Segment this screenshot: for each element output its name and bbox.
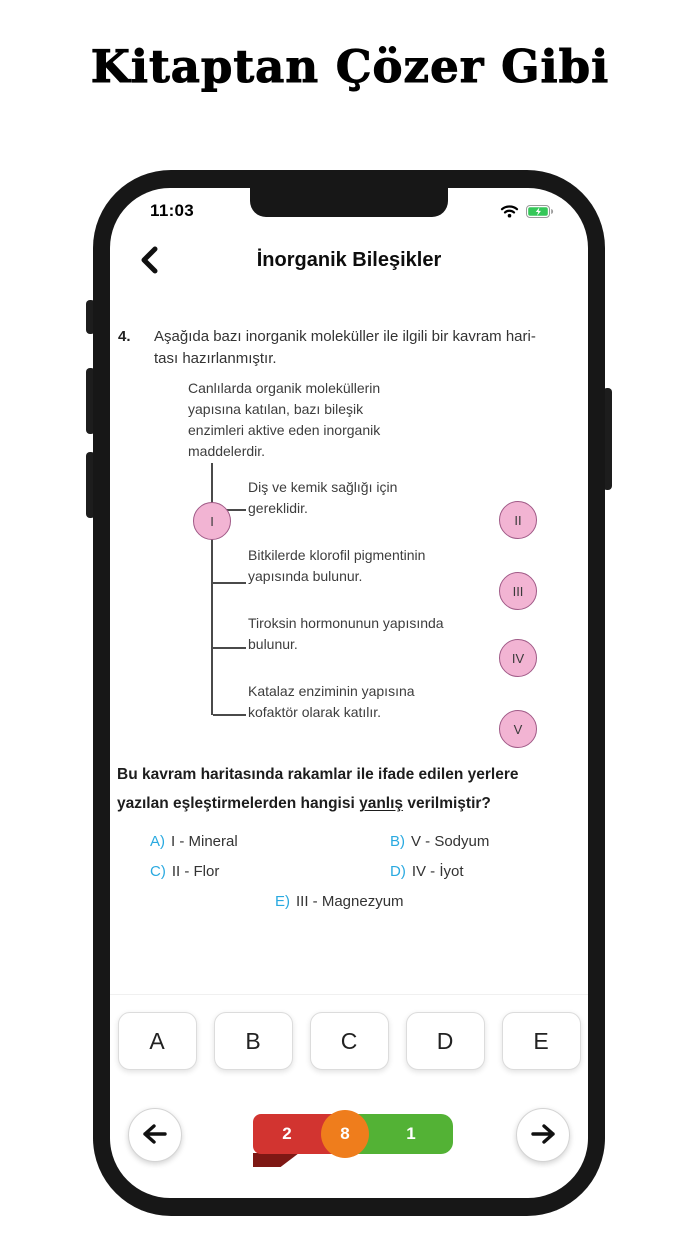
score-counter[interactable] [253, 1114, 453, 1154]
branch-4-line-1: Katalaz enziminin yapısına [248, 683, 415, 699]
option-c [150, 863, 219, 880]
branch-text-4 [248, 681, 498, 723]
branch-1-line-2: gereklidir. [248, 500, 308, 516]
branch-3-line-2: bulunur. [248, 636, 298, 652]
branch-2-line-2: yapısında bulunur. [248, 568, 363, 584]
option-b-label: B) [390, 833, 405, 850]
battery-charging-icon [526, 205, 554, 223]
option-e-label: E) [275, 893, 290, 910]
phone-frame [93, 170, 605, 1216]
concept-node-IV: IV [499, 639, 537, 677]
concept-node-II: II [499, 501, 537, 539]
prompt-line-2 [117, 789, 583, 818]
question-text-line-2: tası hazırlanmıştır. [154, 350, 277, 367]
prompt-line-2-after: verilmiştir? [403, 795, 491, 812]
prompt-underlined-word: yanlış [359, 795, 404, 812]
connector-line-branch-2 [213, 582, 246, 584]
arrow-right-icon [529, 1122, 557, 1149]
phone-notch [250, 188, 448, 217]
answer-button-b[interactable]: B [214, 1012, 293, 1070]
concept-node-V: V [499, 710, 537, 748]
option-b [390, 833, 489, 850]
counter-green-value: 1 [406, 1124, 416, 1143]
answer-button-e[interactable]: E [502, 1012, 581, 1070]
status-icons [500, 204, 554, 223]
counter-ribbon-fold [253, 1153, 299, 1167]
option-a [150, 833, 238, 850]
prompt-line-1: Bu kavram haritasında rakamlar ile ifade edilen yerlere [117, 766, 519, 783]
question-text-line-1: Aşağıda bazı inorganik moleküller ile ilgili bir kavram hari- [154, 328, 536, 345]
branch-2-line-1: Bitkilerde klorofil pigmentinin [248, 547, 426, 563]
option-d-text: IV - İyot [411, 863, 464, 880]
concept-node-I: I [193, 502, 231, 540]
option-d-label: D) [390, 863, 406, 880]
option-c-text: II - Flor [171, 863, 220, 880]
answer-button-row [110, 1012, 588, 1070]
branch-3-line-1: Tiroksin hormonunun yapısında [248, 615, 444, 631]
status-time: 11:03 [150, 201, 195, 220]
option-b-text: V - Sodyum [411, 833, 490, 850]
page-title: Kitaptan Çözer Gibi [90, 40, 610, 93]
branch-text-1 [248, 477, 498, 519]
option-a-label: A) [150, 833, 165, 850]
connector-line-branch-4 [213, 714, 246, 716]
option-c-label: C) [150, 863, 166, 880]
prev-question-button[interactable] [128, 1108, 182, 1162]
counter-red-value: 2 [282, 1124, 292, 1143]
concept-root-line-1: Canlılarda organik moleküllerin [188, 380, 381, 396]
page-header-title: İnorganik Bileşikler [256, 249, 442, 271]
concept-root-line-2: yapısına katılan, bazı bileşik [188, 401, 364, 417]
branch-1-line-1: Diş ve kemik sağlığı için [248, 479, 398, 495]
connector-line-vertical-main [211, 539, 213, 715]
concept-node-III: III [499, 572, 537, 610]
concept-root-line-3: enzimleri aktive eden inorganik [188, 422, 381, 438]
phone-screen [110, 188, 588, 1198]
connector-line-branch-3 [213, 647, 246, 649]
question-number: 4. [118, 328, 131, 345]
concept-root-line-4: maddelerdir. [188, 443, 266, 459]
question-prompt [117, 760, 583, 818]
answer-button-c[interactable]: C [310, 1012, 389, 1070]
branch-4-line-2: kofaktör olarak katılır. [248, 704, 382, 720]
option-e [275, 893, 404, 910]
connector-line-vertical-top [211, 463, 213, 503]
option-d [390, 863, 464, 880]
answer-button-a[interactable]: A [118, 1012, 197, 1070]
arrow-left-icon [141, 1122, 169, 1149]
phone-mockup [93, 170, 605, 1216]
option-a-text: I - Mineral [171, 833, 238, 850]
option-e-text: III - Magnezyum [296, 893, 404, 910]
answer-panel-divider [110, 994, 588, 995]
prompt-line-2-before: yazılan eşleştirmelerden hangisi [117, 795, 360, 812]
counter-orange-badge: 8 [321, 1110, 369, 1158]
branch-text-3 [248, 613, 498, 655]
branch-text-2 [248, 545, 498, 587]
concept-root-text [188, 378, 448, 462]
wifi-icon [500, 204, 519, 223]
answer-button-d[interactable]: D [406, 1012, 485, 1070]
next-question-button[interactable] [516, 1108, 570, 1162]
